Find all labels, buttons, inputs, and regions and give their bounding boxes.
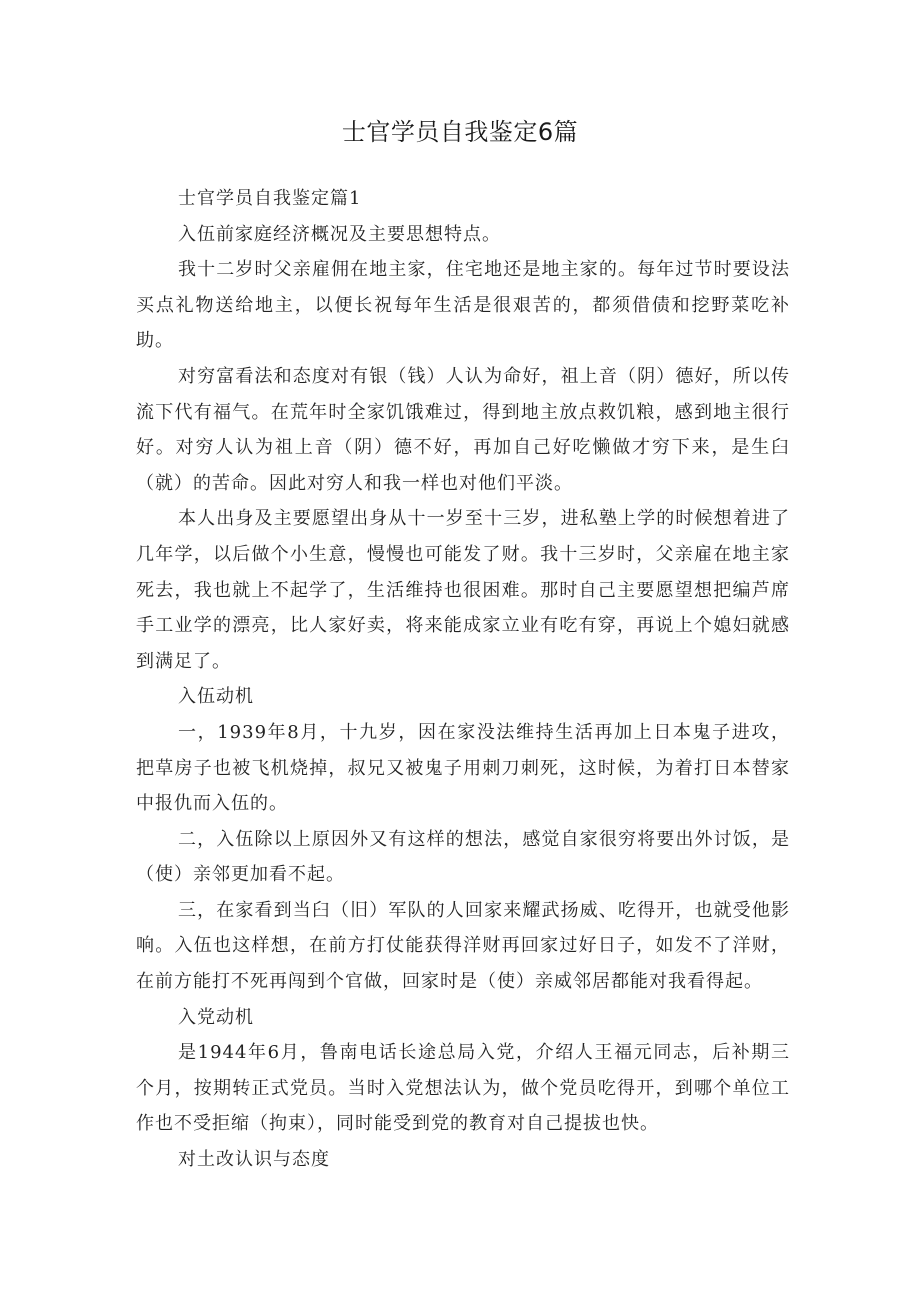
paragraph-family-economy: 入伍前家庭经济概况及主要思想特点。 (178, 223, 501, 245)
heading-land-reform: 对土改认识与态度 (178, 1149, 330, 1171)
document-title: 士官学员自我鉴定6篇 (341, 118, 579, 146)
paragraph-childhood: 我十二岁时父亲雇佣在地主家，住宅地还是地主家的。每年过节时要设法买点礼物送给地主，以便长祝每年生活是很艰苦的，都须借债和挖野菜吃补助。 (136, 259, 790, 352)
paragraph-rich-poor-view: 对穷富看法和态度对有银（钱）人认为命好，祖上音（阴）德好，所以传流下代有福气。在荒年时全家饥饿难过，得到地主放点救饥粮，感到地主很行好。对穷人认为祖上音（阴）德不好，再加自己好吃懒做才穷下来，是生臼（就）的苦命。因此对穷人和我一样也对他们平淡。 (136, 365, 790, 494)
paragraph-motive-two: 二，入伍除以上原因外又有这样的想法，感觉自家很穷将要出外讨饭，是（使）亲邻更加看不起。 (136, 828, 790, 886)
section-heading-part-1: 士官学员自我鉴定篇1 (178, 188, 362, 209)
heading-party-motive: 入党动机 (178, 1006, 254, 1028)
heading-enlistment-motive: 入伍动机 (178, 686, 254, 708)
paragraph-motive-three: 三，在家看到当臼（旧）军队的人回家来耀武扬威、吃得开，也就受他影响。入伍也这样想，在前方打仗能获得洋财再回家过好日子，如发不了洋财，在前方能打不死再闯到个官做，回家时是（使）亲威邻居都能对我看得起。 (136, 899, 790, 993)
paragraph-motive-one: 一，1939年8月，十九岁，因在家没法维持生活再加上日本鬼子进攻，把草房子也被飞机烧掉，叔兄又被鬼子用刺刀刺死，这时候，为着打日本替家中报仇而入伍的。 (136, 721, 790, 815)
document-body (136, 181, 790, 1178)
paragraph-background-wishes: 本人出身及主要愿望出身从十一岁至十三岁，进私塾上学的时候想着进了几年学，以后做个小生意，慢慢也可能发了财。我十三岁时，父亲雇在地主家死去，我也就上不起学了，生活维持也很困难。那时自己主要愿望想把编芦席手工业学的漂亮，比人家好卖，将来能成家立业有吃有穿，再说上个媳妇就感到满足了。 (136, 508, 790, 672)
paragraph-party-joining: 是1944年6月，鲁南电话长途总局入党，介绍人王福元同志，后补期三个月，按期转正式党员。当时入党想法认为，做个党员吃得开，到哪个单位工作也不受拒缩（拘束），同时能受到党的教育对自己提拔也快。 (136, 1042, 790, 1135)
